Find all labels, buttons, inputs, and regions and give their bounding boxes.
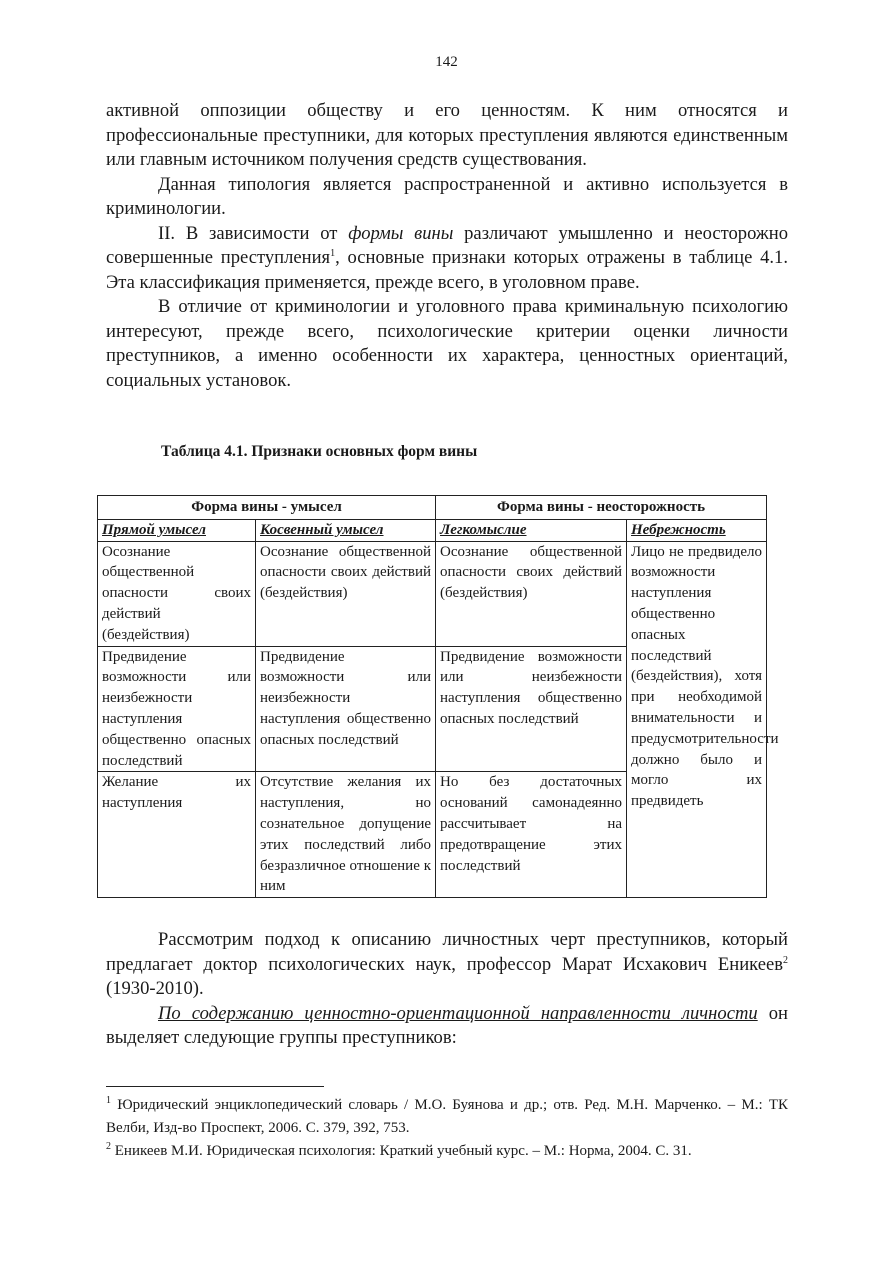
paragraph-6-end: он выделяет следующие группы преступников: (106, 1002, 788, 1048)
table-caption: Таблица 4.1. Признаки основных форм вины (161, 443, 478, 460)
footnote-1 (106, 1094, 788, 1140)
paragraph-5-end: (1930-2010). (106, 978, 204, 999)
emphasis-form-of-guilt: формы вины (348, 222, 454, 244)
intro-text (106, 99, 788, 393)
paragraph-6 (106, 1002, 788, 1051)
column-header-direct-intent: Прямой умысел (98, 519, 256, 541)
paragraph-3-middle: различают умышленно и неосторожно совершенные преступления (106, 222, 788, 268)
after-table-text (106, 928, 788, 1051)
paragraph-5 (106, 928, 788, 1002)
table-cell-negligence: Лицо не предвидело возможности наступления общественно опасных последствий (бездействия), хотя при необходимой внимательности и предусмотрительности должно было и могло их предвидеть (627, 541, 767, 898)
paragraph-2: Данная типология является распространенной и активно используется в криминологии. (106, 173, 788, 219)
table-column-header-row (98, 519, 767, 541)
paragraph-1: активной оппозиции обществу и его ценностям. К ним относятся и профессиональные преступники, для которых преступления являются единственным или главным источником получения средств существования. (106, 100, 788, 170)
footnote-2-number: 2 (106, 1141, 111, 1152)
footnote-2 (106, 1140, 788, 1163)
column-header-frivolity: Легкомыслие (436, 519, 627, 541)
table-cell: Предвидение возможности или неизбежности наступления общественно опасных последствий (436, 646, 627, 772)
footnote-ref-2[interactable]: 2 (783, 954, 788, 966)
table-cell: Предвидение возможности или неизбежности наступления общественно опасных последствий (98, 646, 256, 772)
footnote-2-text: Еникеев М.И. Юридическая психология: Краткий учебный курс. – М.: Норма, 2004. С. 31. (111, 1143, 692, 1159)
table-cell: Осознание общественной опасности своих действий (бездействия) (436, 541, 627, 646)
group-header-intent: Форма вины - умысел (98, 496, 436, 520)
column-header-negligence: Небрежность (627, 519, 767, 541)
paragraph-4: В отличие от криминологии и уголовного права криминальную психологию интересуют, прежде всего, психологические критерии оценки личности преступников, а именно особенности их характера, ценностных ориентаций, социальных установок. (106, 296, 788, 391)
footnote-separator (106, 1086, 324, 1087)
paragraph-5-start: Рассмотрим подход к описанию личностных черт преступников, который предлагает доктор психологических наук, профессор Марат Исхакович Еникеев (106, 929, 788, 975)
footnotes (106, 1094, 788, 1163)
table-cell: Желание их наступления (98, 772, 256, 898)
column-header-indirect-intent: Косвенный умысел (256, 519, 436, 541)
table-cell: Осознание общественной опасности своих действий (бездействия) (98, 541, 256, 646)
guilt-forms-table (97, 495, 779, 898)
underlined-phrase: По содержанию ценностно-ориентационной направленности личности (158, 1002, 758, 1024)
table-cell: Но без достаточных оснований самонадеянно рассчитывает на предотвращение этих последствий (436, 772, 627, 898)
footnote-1-text: Юридический энциклопедический словарь / М.О. Буянова и др.; отв. Ред. М.Н. Марченко. – М.: ТК Велби, Изд-во Проспект, 2006. С. 379, 392, 753. (106, 1097, 788, 1136)
table-cell: Отсутствие желания их наступления, но сознательное допущение этих последствий либо безразличное отношение к ним (256, 772, 436, 898)
paragraph-3 (106, 222, 788, 296)
table-group-header-row (98, 496, 767, 520)
paragraph-3-start: II. В зависимости от (158, 222, 349, 244)
table-cell: Предвидение возможности или неизбежности наступления общественно опасных последствий (256, 646, 436, 772)
footnote-1-number: 1 (106, 1095, 111, 1106)
table-row (98, 541, 767, 646)
footnote-ref-1[interactable]: 1 (330, 247, 336, 259)
paragraph-3-end: , основные признаки которых отражены в таблице 4.1. Эта классификация применяется, прежде всего, в уголовном праве. (106, 247, 788, 293)
table-cell: Осознание общественной опасности своих действий (бездействия) (256, 541, 436, 646)
page-number: 142 (435, 54, 458, 70)
group-header-negligence: Форма вины - неосторожность (436, 496, 767, 520)
